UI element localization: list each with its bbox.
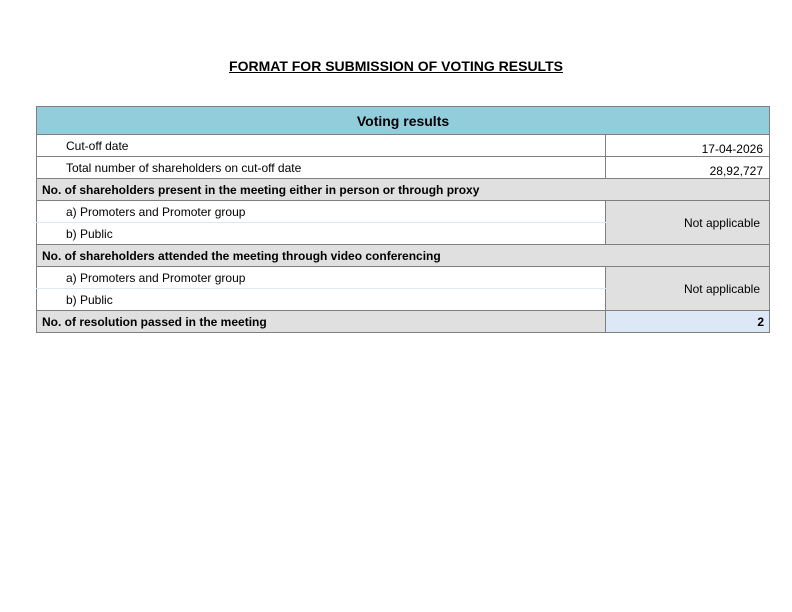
cutoff-date-value: 17-04-2026 (606, 135, 770, 157)
present-promoters-row (37, 201, 770, 223)
section-present-row (37, 179, 770, 201)
video-not-applicable: Not applicable (606, 267, 770, 311)
table-header: Voting results (37, 107, 770, 135)
present-public-label: b) Public (37, 223, 606, 245)
video-public-label: b) Public (37, 289, 606, 311)
total-shareholders-row (37, 157, 770, 179)
section-video-label: No. of shareholders attended the meeting through video conferencing (37, 245, 770, 267)
section-present-label: No. of shareholders present in the meeting either in person or through proxy (37, 179, 770, 201)
resolutions-label: No. of resolution passed in the meeting (37, 311, 606, 333)
section-video-row (37, 245, 770, 267)
resolutions-row (37, 311, 770, 333)
total-shareholders-label: Total number of shareholders on cut-off date (37, 157, 606, 179)
resolutions-value: 2 (606, 311, 770, 333)
video-promoters-label: a) Promoters and Promoter group (37, 267, 606, 289)
voting-results-table (36, 106, 770, 333)
video-promoters-row (37, 267, 770, 289)
cutoff-date-row (37, 135, 770, 157)
cutoff-date-label: Cut-off date (37, 135, 606, 157)
table-header-row (37, 107, 770, 135)
document-title: FORMAT FOR SUBMISSION OF VOTING RESULTS (229, 58, 563, 74)
total-shareholders-value: 28,92,727 (606, 157, 770, 179)
present-not-applicable: Not applicable (606, 201, 770, 245)
present-promoters-label: a) Promoters and Promoter group (37, 201, 606, 223)
